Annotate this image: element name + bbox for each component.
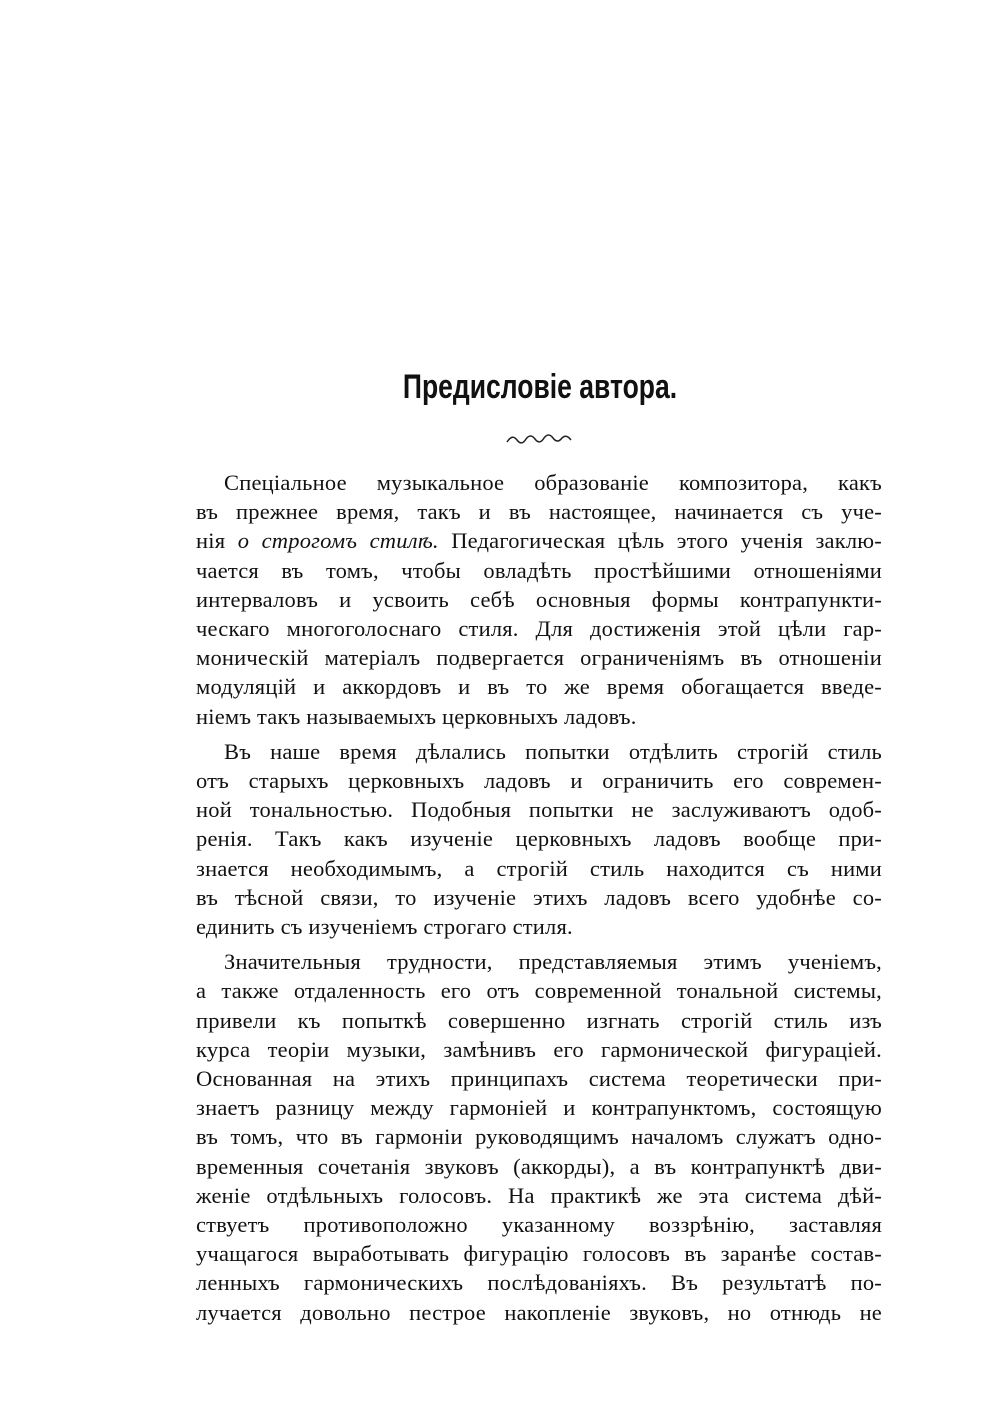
line-text: временныя сочетанія звуковъ (аккорды), а въ контрапунктѣ дви- xyxy=(196,1153,882,1179)
text-line xyxy=(196,526,882,556)
line-text: ренія. Такъ какъ изученіе церковныхъ ладовъ вообще при- xyxy=(196,826,882,852)
line-text: ческаго многоголоснаго стиля. Для достиженія этой цѣли гар- xyxy=(196,616,882,641)
line-text: Значительныя трудности, представляемыя этимъ ученіемъ, xyxy=(224,949,882,975)
italic-term: о строгомъ стилѣ. xyxy=(237,528,439,554)
text-line xyxy=(196,795,882,825)
text-line xyxy=(224,468,882,498)
text-line xyxy=(196,1210,882,1240)
line-text-post: Педагогическая цѣль этого ученія заклю- xyxy=(438,528,882,554)
line-text: ленныхъ гармоническихъ послѣдованіяхъ. Въ результатѣ по- xyxy=(196,1270,882,1296)
line-text: Основанная на этихъ принципахъ система теоретически при- xyxy=(196,1066,882,1091)
text-line xyxy=(196,1093,882,1123)
line-text: моническій матеріалъ подвергается ограниченіямъ въ отношеніи xyxy=(196,645,882,671)
line-text: модуляцій и аккордовъ и въ то же время обогащается введе- xyxy=(196,674,882,700)
line-text-pre: нія xyxy=(196,528,238,554)
line-text: единить съ изученіемъ строгаго стиля. xyxy=(196,914,573,939)
text-line xyxy=(196,497,882,527)
text-line xyxy=(196,912,882,942)
line-text: знаетъ разницу между гармоніей и контрапунктомъ, состоящую xyxy=(196,1095,882,1121)
line-text: ной тональностью. Подобныя попытки не заслуживаютъ одоб- xyxy=(196,797,882,823)
line-text-pre: въ прежнее время, такъ и въ настоящее, начинается съ уче- xyxy=(196,499,882,525)
text-line xyxy=(196,1122,882,1152)
text-line xyxy=(196,672,882,702)
line-text: знается необходимымъ, а строгій стиль находится съ ними xyxy=(196,855,882,881)
line-text: учащагося выработывать фигурацію голосовъ въ заранѣе состав- xyxy=(196,1241,882,1267)
text-line xyxy=(196,556,882,586)
line-text: отъ старыхъ церковныхъ ладовъ и ограничить его современ- xyxy=(196,768,882,793)
text-line xyxy=(196,1181,882,1211)
title-ornament xyxy=(505,430,575,448)
line-text: курса теоріи музыки, замѣнивъ его гармонической фигураціей. xyxy=(196,1036,882,1062)
line-text: а также отдаленность его отъ современной тональной системы, xyxy=(196,978,882,1004)
line-text: женіе отдѣльныхъ голосовъ. На практикѣ же эта система дѣй- xyxy=(196,1182,882,1208)
line-text: Спеціальное музыкальное образованіе композитора, какъ xyxy=(224,470,882,495)
text-line xyxy=(224,947,882,977)
text-line xyxy=(196,824,882,854)
text-line xyxy=(196,766,882,796)
text-line xyxy=(196,702,882,732)
text-line xyxy=(196,614,882,644)
text-line xyxy=(196,1239,882,1269)
text-line xyxy=(224,737,882,767)
text-line xyxy=(196,1268,882,1298)
line-text: чается въ томъ, чтобы овладѣть простѣйшими отношеніями xyxy=(196,557,882,583)
text-line xyxy=(196,854,882,884)
line-text: интерваловъ и усвоить себѣ основныя формы контрапункти- xyxy=(196,586,882,612)
text-line xyxy=(196,1152,882,1182)
text-line xyxy=(196,976,882,1006)
line-text: въ томъ, что въ гармоніи руководящимъ началомъ служатъ одно- xyxy=(196,1124,882,1150)
text-line xyxy=(196,1298,882,1328)
line-text: привели къ попыткѣ совершенно изгнать строгій стиль изъ xyxy=(196,1007,882,1033)
line-text: ніемъ такъ называемыхъ церковныхъ ладовъ. xyxy=(196,703,637,729)
line-text: Въ наше время дѣлались попытки отдѣлить строгій стиль xyxy=(224,738,882,764)
text-line xyxy=(196,585,882,615)
line-text: ствуетъ противоположно указанному воззрѣнію, заставляя xyxy=(196,1212,882,1237)
line-text: лучается довольно пестрое накопленіе звуковъ, но отнюдь не xyxy=(196,1299,882,1325)
text-line xyxy=(196,883,882,913)
text-line xyxy=(196,643,882,673)
text-line xyxy=(196,1064,882,1094)
line-text: въ тѣсной связи, то изученіе этихъ ладовъ всего удобнѣе со- xyxy=(196,884,882,910)
text-line xyxy=(196,1035,882,1065)
page-title: Предисловіе автора. xyxy=(402,368,678,406)
text-line xyxy=(196,1006,882,1036)
